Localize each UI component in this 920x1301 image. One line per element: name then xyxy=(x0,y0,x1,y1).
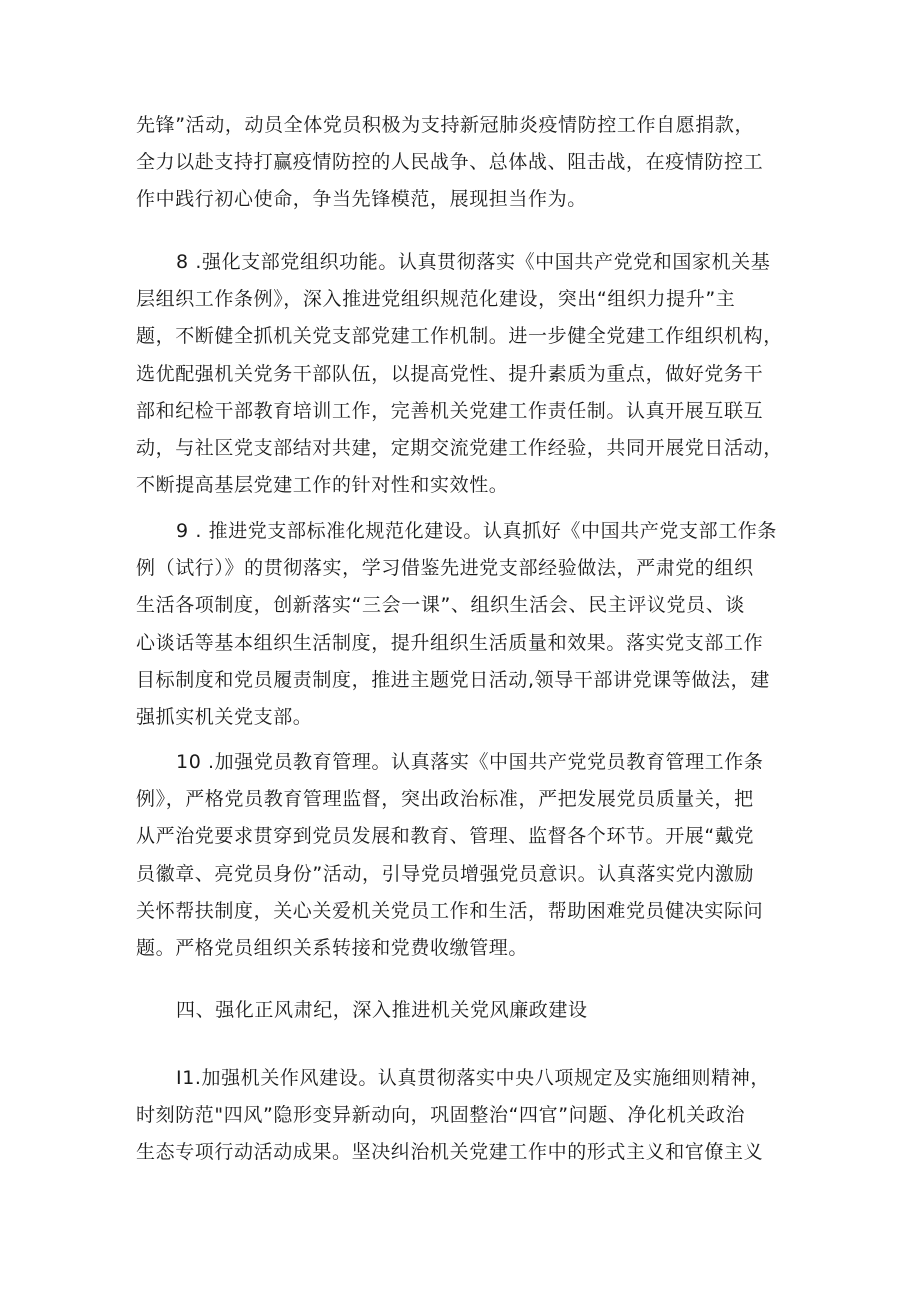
paragraph-item-10 xyxy=(136,744,790,967)
text-line: 部和纪检干部教育培训工作，完善机关党建工作责任制。认真开展互联互 xyxy=(136,399,764,422)
text-line: 例》，严格党员教育管理监督，突出政治标准，严把发展党员质量关，把 xyxy=(136,788,754,811)
text-line: 心谈话等基本组织生活制度，提升组织生活质量和效果。落实党支部工作 xyxy=(136,631,764,654)
text-line: 时刻防范"四风”隐形变异新动向，巩固整治“四官”问题、净化机关政治 xyxy=(136,1104,746,1127)
paragraph-continuation xyxy=(136,107,790,219)
text-line: 选优配强机关党务干部队伍，以提高党性、提升素质为重点，做好党务干 xyxy=(136,362,764,385)
text-line: 生态专项行动活动成果。坚决纠治机关党建工作中的形式主义和官僚主义 xyxy=(136,1141,764,1164)
text-line: 员徽章、亮党员身份”活动，引导党员增强党员意识。认真落实党内激励 xyxy=(136,862,755,885)
paragraph-item-9 xyxy=(136,513,790,736)
paragraph-item-11 xyxy=(136,1060,790,1172)
text-line: 题，不断健全抓机关党支部党建工作机制。进一步健全党建工作组织机构， xyxy=(136,325,783,348)
text-line: 9 . 推进党支部标准化规范化建设。认真抓好《中国共产党支部工作条 xyxy=(176,520,778,542)
paragraph-item-8 xyxy=(136,244,790,504)
section-heading: 四、强化正风肃纪，深入推进机关党风廉政建设 xyxy=(176,999,588,1021)
text-line: I1.加强机关作风建设。认真贯彻落实中央八项规定及实施细则精神， xyxy=(176,1067,770,1089)
text-line: 层组织工作条例》，深入推进党组织规范化建设，突出“组织力提升”主 xyxy=(136,288,736,311)
text-line: 不断提高基层党建工作的针对性和实效性。 xyxy=(136,474,509,497)
text-line: 先锋”活动，动员全体党员积极为支持新冠肺炎疫情防控工作自愿捐款， xyxy=(136,114,755,136)
text-line: 8 .强化支部党组织功能。认真贯彻落实《中国共产党党和国家机关基 xyxy=(176,251,771,273)
text-line: 生活各项制度，创新落实“三会一课”、组织生活会、民主评议党员、谈 xyxy=(136,594,745,617)
text-line: 目标制度和党员履责制度，推进主题党日活动,领导干部讲党课等做法，建 xyxy=(136,668,770,691)
text-line: 从严治党要求贯穿到党员发展和教育、管理、监督各个环节。开展“戴党 xyxy=(136,825,755,848)
text-line: 作中践行初心使命，争当先锋模范，展现担当作为。 xyxy=(136,188,587,211)
text-line: 强抓实机关党支部。 xyxy=(136,705,313,728)
text-line: 全力以赴支持打赢疫情防控的人民战争、总体战、阻击战，在疫情防控工 xyxy=(136,151,764,174)
text-line: 关怀帮扶制度，关心关爱机关党员工作和生活，帮助困难党员健决实际问 xyxy=(136,899,764,922)
text-line: 例（试行）》的贯彻落实，学习借鉴先进党支部经验做法，严肃党的组织 xyxy=(136,557,754,580)
text-line: 动，与社区党支部结对共建，定期交流党建工作经验，共同开展党日活动， xyxy=(136,436,783,459)
text-line: 10 .加强党员教育管理。认真落实《中国共产党党员教育管理工作条 xyxy=(176,751,764,773)
text-line: 题。严格党员组织关系转接和党费收缴管理。 xyxy=(136,936,529,959)
